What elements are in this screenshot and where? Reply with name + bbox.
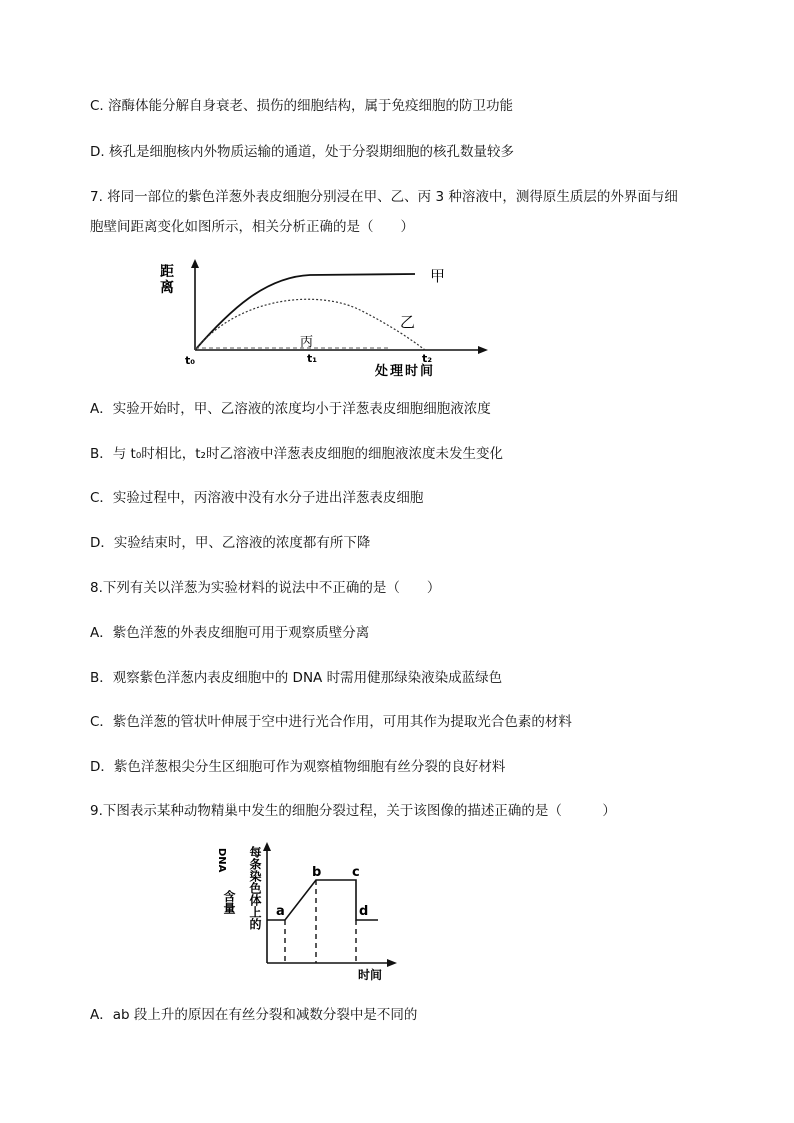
q8-stem: 8.下列有关以洋葱为实验材料的说法中不正确的是（ ） <box>90 580 441 596</box>
q6-option-c: C. 溶酶体能分解自身衰老、损伤的细胞结构，属于免疫细胞的防卫功能 <box>90 98 514 114</box>
q8-option-c: C．紫色洋葱的管状叶伸展于空中进行光合作用，可用其作为提取光合色素的材料 <box>90 714 572 730</box>
y-label-per-chromosome: 每条染色体上的 <box>248 846 262 930</box>
tick-t0: t₀ <box>185 354 196 367</box>
q7-option-a: A．实验开始时，甲、乙溶液的浓度均小于洋葱表皮细胞细胞液浓度 <box>90 401 491 417</box>
y-axis-arrow <box>263 842 271 851</box>
q9-option-a: A．ab 段上升的原因在有丝分裂和减数分裂中是不同的 <box>90 1007 418 1023</box>
point-c: c <box>352 865 360 880</box>
tick-t1: t₁ <box>307 352 318 365</box>
q9-dna-graph <box>215 838 405 983</box>
q8-option-d: D．紫色洋葱根尖分生区细胞可作为观察植物细胞有丝分裂的良好材料 <box>90 759 506 775</box>
q7-option-c: C．实验过程中，丙溶液中没有水分子进出洋葱表皮细胞 <box>90 490 424 506</box>
y-label-dna: DNA <box>216 848 227 873</box>
tick-t2: t₂ <box>422 352 433 365</box>
x-axis-arrow <box>478 346 488 354</box>
point-b: b <box>312 865 322 880</box>
label-jia: 甲 <box>430 267 446 285</box>
x-axis-arrow <box>387 959 397 967</box>
label-bing: 丙 <box>300 335 314 350</box>
q9-stem: 9.下图表示某种动物精巢中发生的细胞分裂过程，关于该图像的描述正确的是（ ） <box>90 803 616 819</box>
point-d: d <box>359 904 369 919</box>
q7-option-d: D．实验结束时，甲、乙溶液的浓度都有所下降 <box>90 535 371 551</box>
x-label: 处理时间 <box>375 364 436 379</box>
q7-distance-graph <box>150 255 500 380</box>
y-label-1: 距 <box>160 264 174 280</box>
x-label: 时间 <box>358 968 383 982</box>
y-label-hanliang: 含量 <box>222 890 236 914</box>
q6-option-d: D. 核孔是细胞核内外物质运输的通道，处于分裂期细胞的核孔数量较多 <box>90 144 514 160</box>
y-label-2: 离 <box>160 280 174 296</box>
y-axis-arrow <box>191 259 199 268</box>
q7-stem-line2: 胞壁间距离变化如图所示，相关分析正确的是（ ） <box>90 219 414 235</box>
q8-option-a: A．紫色洋葱的外表皮细胞可用于观察质壁分离 <box>90 625 370 641</box>
q7-stem-line1: 7. 将同一部位的紫色洋葱外表皮细胞分别浸在甲、乙、丙 3 种溶液中，测得原生质层的外界面与细 <box>90 189 678 205</box>
point-a: a <box>276 904 285 919</box>
q8-option-b: B．观察紫色洋葱内表皮细胞中的 DNA 时需用健那绿染液染成蓝绿色 <box>90 670 503 686</box>
q7-option-b: B．与 t₀时相比，t₂时乙溶液中洋葱表皮细胞的细胞液浓度未发生变化 <box>90 446 503 462</box>
label-yi: 乙 <box>400 313 416 331</box>
